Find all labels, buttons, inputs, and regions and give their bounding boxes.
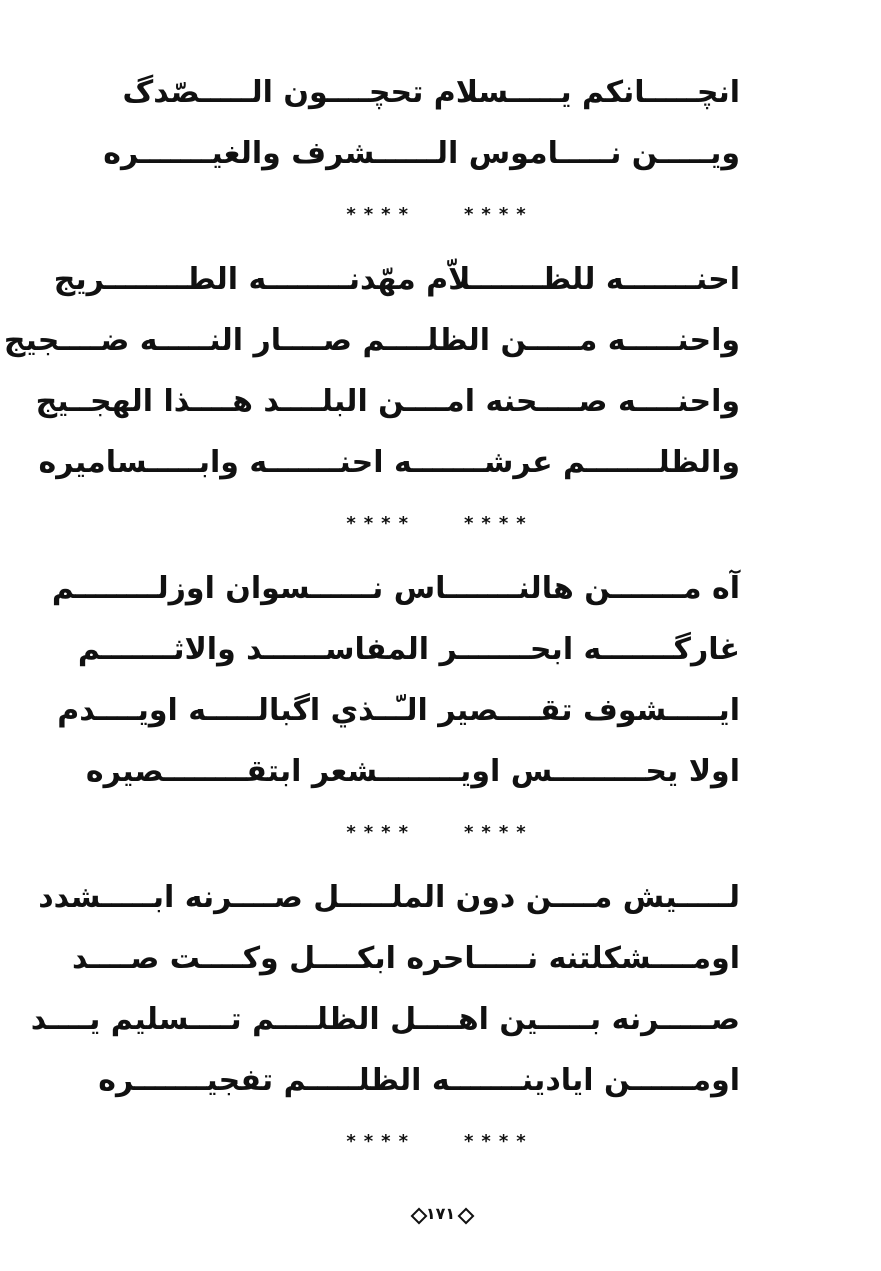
verse-line	[85, 754, 740, 818]
verse-line	[35, 384, 740, 448]
ornament-icon	[410, 1207, 424, 1221]
verse-text: لـــــيش مــــن دون الملـــــل صــــرنه ابـــــشدد	[38, 880, 740, 915]
verse-line	[122, 75, 740, 139]
verse-line	[38, 445, 740, 509]
verse-line	[57, 693, 740, 757]
verse-line	[3, 323, 740, 387]
verse-line	[38, 880, 740, 944]
stanza-separator	[140, 1127, 740, 1192]
verse-text: واحنــــه صــــحنه امــــن البلــــد هــــذا الهجــيج	[35, 384, 740, 419]
verse-text: اومــــــن ايادينـــــــه الظلـــــم تفجيـــــــره	[98, 1063, 740, 1098]
stanza-separator	[140, 200, 740, 265]
separator-stars: ****	[464, 204, 534, 225]
verse-text: احنـــــــه للظـــــــلاّم مهّدنــــــــه الطــــــــريج	[53, 262, 740, 297]
poem-body	[3, 75, 740, 1192]
verse-text: واحنـــــه مـــــن الظلــــم صــــار النـــــه ضــــجيج	[3, 323, 740, 358]
verse-text: ايـــــشوف تقــــصير الـّــذي اگبالـــــه اويــــدم	[57, 693, 740, 728]
ornament-icon	[457, 1207, 471, 1221]
separator-stars: ****	[464, 1131, 534, 1152]
separator-stars: ****	[346, 822, 416, 843]
verse-text: والظلـــــــم عرشـــــــه احنـــــــه وابـــــساميره	[38, 445, 740, 480]
separator-stars: ****	[464, 513, 534, 534]
verse-line	[51, 571, 740, 635]
verse-text: اومــــشكلتنه نـــــاحره ابكــــل وكــــت صــــد	[72, 941, 740, 976]
separator-stars: ****	[346, 204, 416, 225]
separator-stars: ****	[464, 822, 534, 843]
verse-line	[53, 262, 740, 326]
verse-line	[103, 136, 740, 200]
verse-text: اولا يحـــــــــس اويــــــــشعر ابتقــــــــصيره	[85, 754, 740, 789]
stanza-separator	[140, 818, 740, 883]
verse-line	[72, 941, 740, 1005]
page-number	[0, 1204, 881, 1223]
page-number-text: ١٧١	[425, 1204, 456, 1223]
verse-text: ويـــــن نـــــاموس الــــــشرف والغيـــــــره	[103, 136, 740, 171]
verse-text: آه مـــــــن هالنـــــــاس نــــــسوان اوزلــــــــم	[51, 571, 740, 606]
separator-stars: ****	[346, 1131, 416, 1152]
verse-text: صـــــرنه بـــــين اهــــل الظلــــم تــــسليم يــــد	[30, 1002, 740, 1037]
verse-line	[30, 1002, 740, 1066]
separator-stars: ****	[346, 513, 416, 534]
verse-line	[98, 1063, 740, 1127]
verse-text: غارگـــــــه ابحـــــــر المفاســــــد والاثـــــــم	[77, 632, 740, 667]
verse-line	[77, 632, 740, 696]
verse-text: انچـــــانكم يـــــسلام تحچــــون الـــــصّدگ	[122, 75, 740, 110]
stanza-separator	[140, 509, 740, 574]
